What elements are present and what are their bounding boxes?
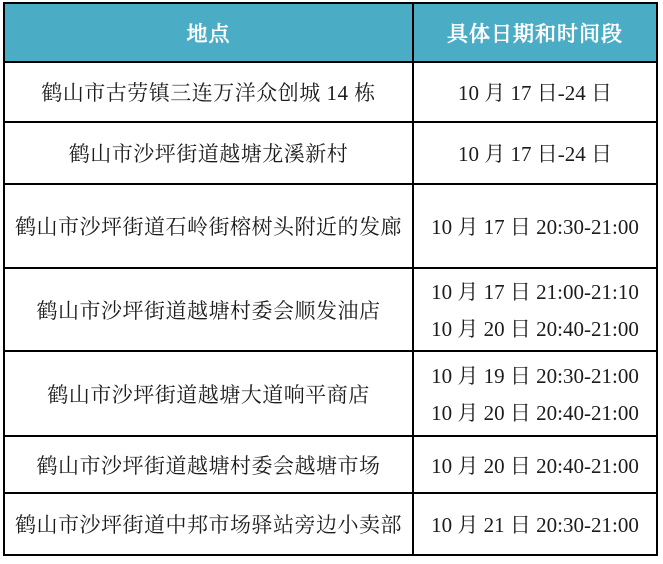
table-row xyxy=(4,493,657,555)
location-cell: 鹤山市古劳镇三连万洋众创城 14 栋 xyxy=(4,62,413,122)
table-row xyxy=(4,268,657,351)
location-cell: 鹤山市沙坪街道越塘村委会顺发油店 xyxy=(4,268,413,351)
time-entry: 10 月 20 日 20:40-21:00 xyxy=(431,453,639,478)
table-row xyxy=(4,351,657,436)
table-row xyxy=(4,436,657,493)
datetime-cell xyxy=(413,184,657,268)
datetime-cell xyxy=(413,62,657,122)
time-entry: 10 月 21 日 20:30-21:00 xyxy=(431,513,639,537)
datetime-cell xyxy=(413,436,657,493)
datetime-cell xyxy=(413,122,657,184)
location-cell: 鹤山市沙坪街道越塘村委会越塘市场 xyxy=(4,436,413,493)
header-row xyxy=(4,3,657,62)
time-entry: 10 月 20 日 20:40-21:00 xyxy=(431,317,639,341)
column-header-location: 地点 xyxy=(4,3,413,62)
location-cell: 鹤山市沙坪街道中邦市场驿站旁边小卖部 xyxy=(4,493,413,555)
table-row xyxy=(4,122,657,184)
datetime-cell xyxy=(413,268,657,351)
time-entry: 10 月 20 日 20:40-21:00 xyxy=(431,401,639,425)
location-cell: 鹤山市沙坪街道石岭街榕树头附近的发廊 xyxy=(4,184,413,268)
time-entry: 10 月 17 日 21:00-21:10 xyxy=(431,280,639,304)
column-header-datetime: 具体日期和时间段 xyxy=(413,3,657,62)
table-row xyxy=(4,184,657,268)
table-body xyxy=(4,62,657,555)
time-entry: 10 月 17 日 20:30-21:00 xyxy=(431,215,639,239)
table-header xyxy=(4,3,657,62)
datetime-cell xyxy=(413,493,657,555)
location-cell: 鹤山市沙坪街道越塘大道响平商店 xyxy=(4,351,413,436)
datetime-cell xyxy=(413,351,657,436)
table-row xyxy=(4,62,657,122)
exposure-locations-table xyxy=(3,2,658,556)
time-entry: 10 月 17 日-24 日 xyxy=(458,142,612,166)
time-entry: 10 月 19 日 20:30-21:00 xyxy=(431,364,639,388)
location-cell: 鹤山市沙坪街道越塘龙溪新村 xyxy=(4,122,413,184)
time-entry: 10 月 17 日-24 日 xyxy=(458,81,612,105)
